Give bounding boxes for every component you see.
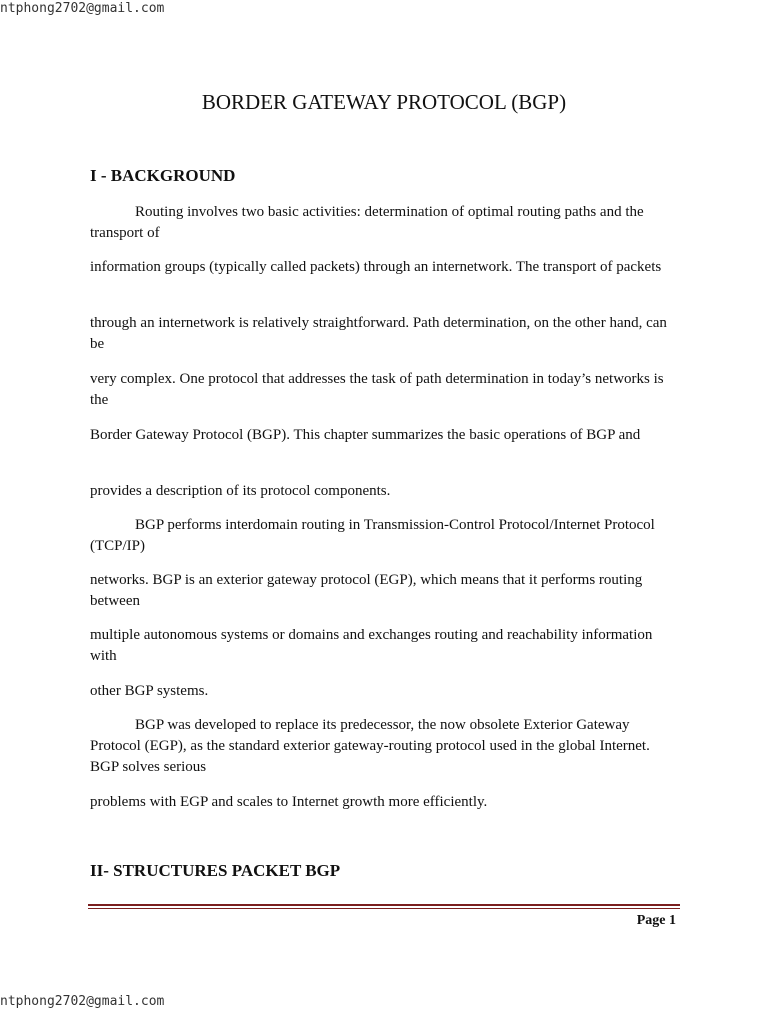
text-line: Border Gateway Protocol (BGP). This chapter summarizes the basic operations of BGP and xyxy=(90,427,641,443)
paragraph-line xyxy=(90,681,680,702)
section-heading-background: I - BACKGROUND xyxy=(90,166,236,185)
paragraph-line xyxy=(90,257,680,278)
text-line: multiple autonomous systems or domains and exchanges routing and reachability information with xyxy=(90,627,653,664)
paragraph-line xyxy=(90,792,680,813)
text-line: very complex. One protocol that addresses the task of path determination in today’s networks is the xyxy=(90,371,664,408)
paragraph-line xyxy=(90,369,680,411)
paragraph-line xyxy=(90,625,680,667)
text-line: through an internetwork is relatively straightforward. Path determination, on the other hand, can be xyxy=(90,315,667,352)
paragraph-line xyxy=(90,313,680,355)
paragraph-line xyxy=(90,570,680,612)
text-line: other BGP systems. xyxy=(90,683,209,699)
section-heading-structures: II- STRUCTURES PACKET BGP xyxy=(90,861,341,880)
paragraph-line xyxy=(90,202,680,244)
text-line: networks. BGP is an exterior gateway protocol (EGP), which means that it performs routing between xyxy=(90,572,643,609)
email-watermark-bottom: ntphong2702@gmail.com xyxy=(0,994,165,1009)
paragraph-line xyxy=(90,481,680,502)
page-number: Page 1 xyxy=(636,913,676,928)
paragraph-line xyxy=(90,425,680,446)
text-line: problems with EGP and scales to Internet growth more efficiently. xyxy=(90,794,488,810)
document-title: BORDER GATEWAY PROTOCOL (BGP) xyxy=(201,90,567,114)
text-line: BGP was developed to replace its predecessor, the now obsolete Exterior Gateway Protocol (EGP), as the standard exterior gateway-routing protocol used in the global Internet. BGP solves serious xyxy=(90,717,650,775)
text-line: provides a description of its protocol components. xyxy=(90,483,391,499)
text-line: information groups (typically called packets) through an internetwork. The transport of packets xyxy=(90,259,662,275)
footer-divider-thin xyxy=(88,908,680,909)
text-line: Routing involves two basic activities: determination of optimal routing paths and the transport of xyxy=(90,204,644,241)
footer-divider xyxy=(88,904,680,906)
paragraph-line xyxy=(90,515,680,557)
email-watermark-top: ntphong2702@gmail.com xyxy=(0,1,165,16)
text-line: BGP performs interdomain routing in Transmission-Control Protocol/Internet Protocol (TCP/IP) xyxy=(90,517,655,554)
paragraph-line xyxy=(90,715,680,778)
